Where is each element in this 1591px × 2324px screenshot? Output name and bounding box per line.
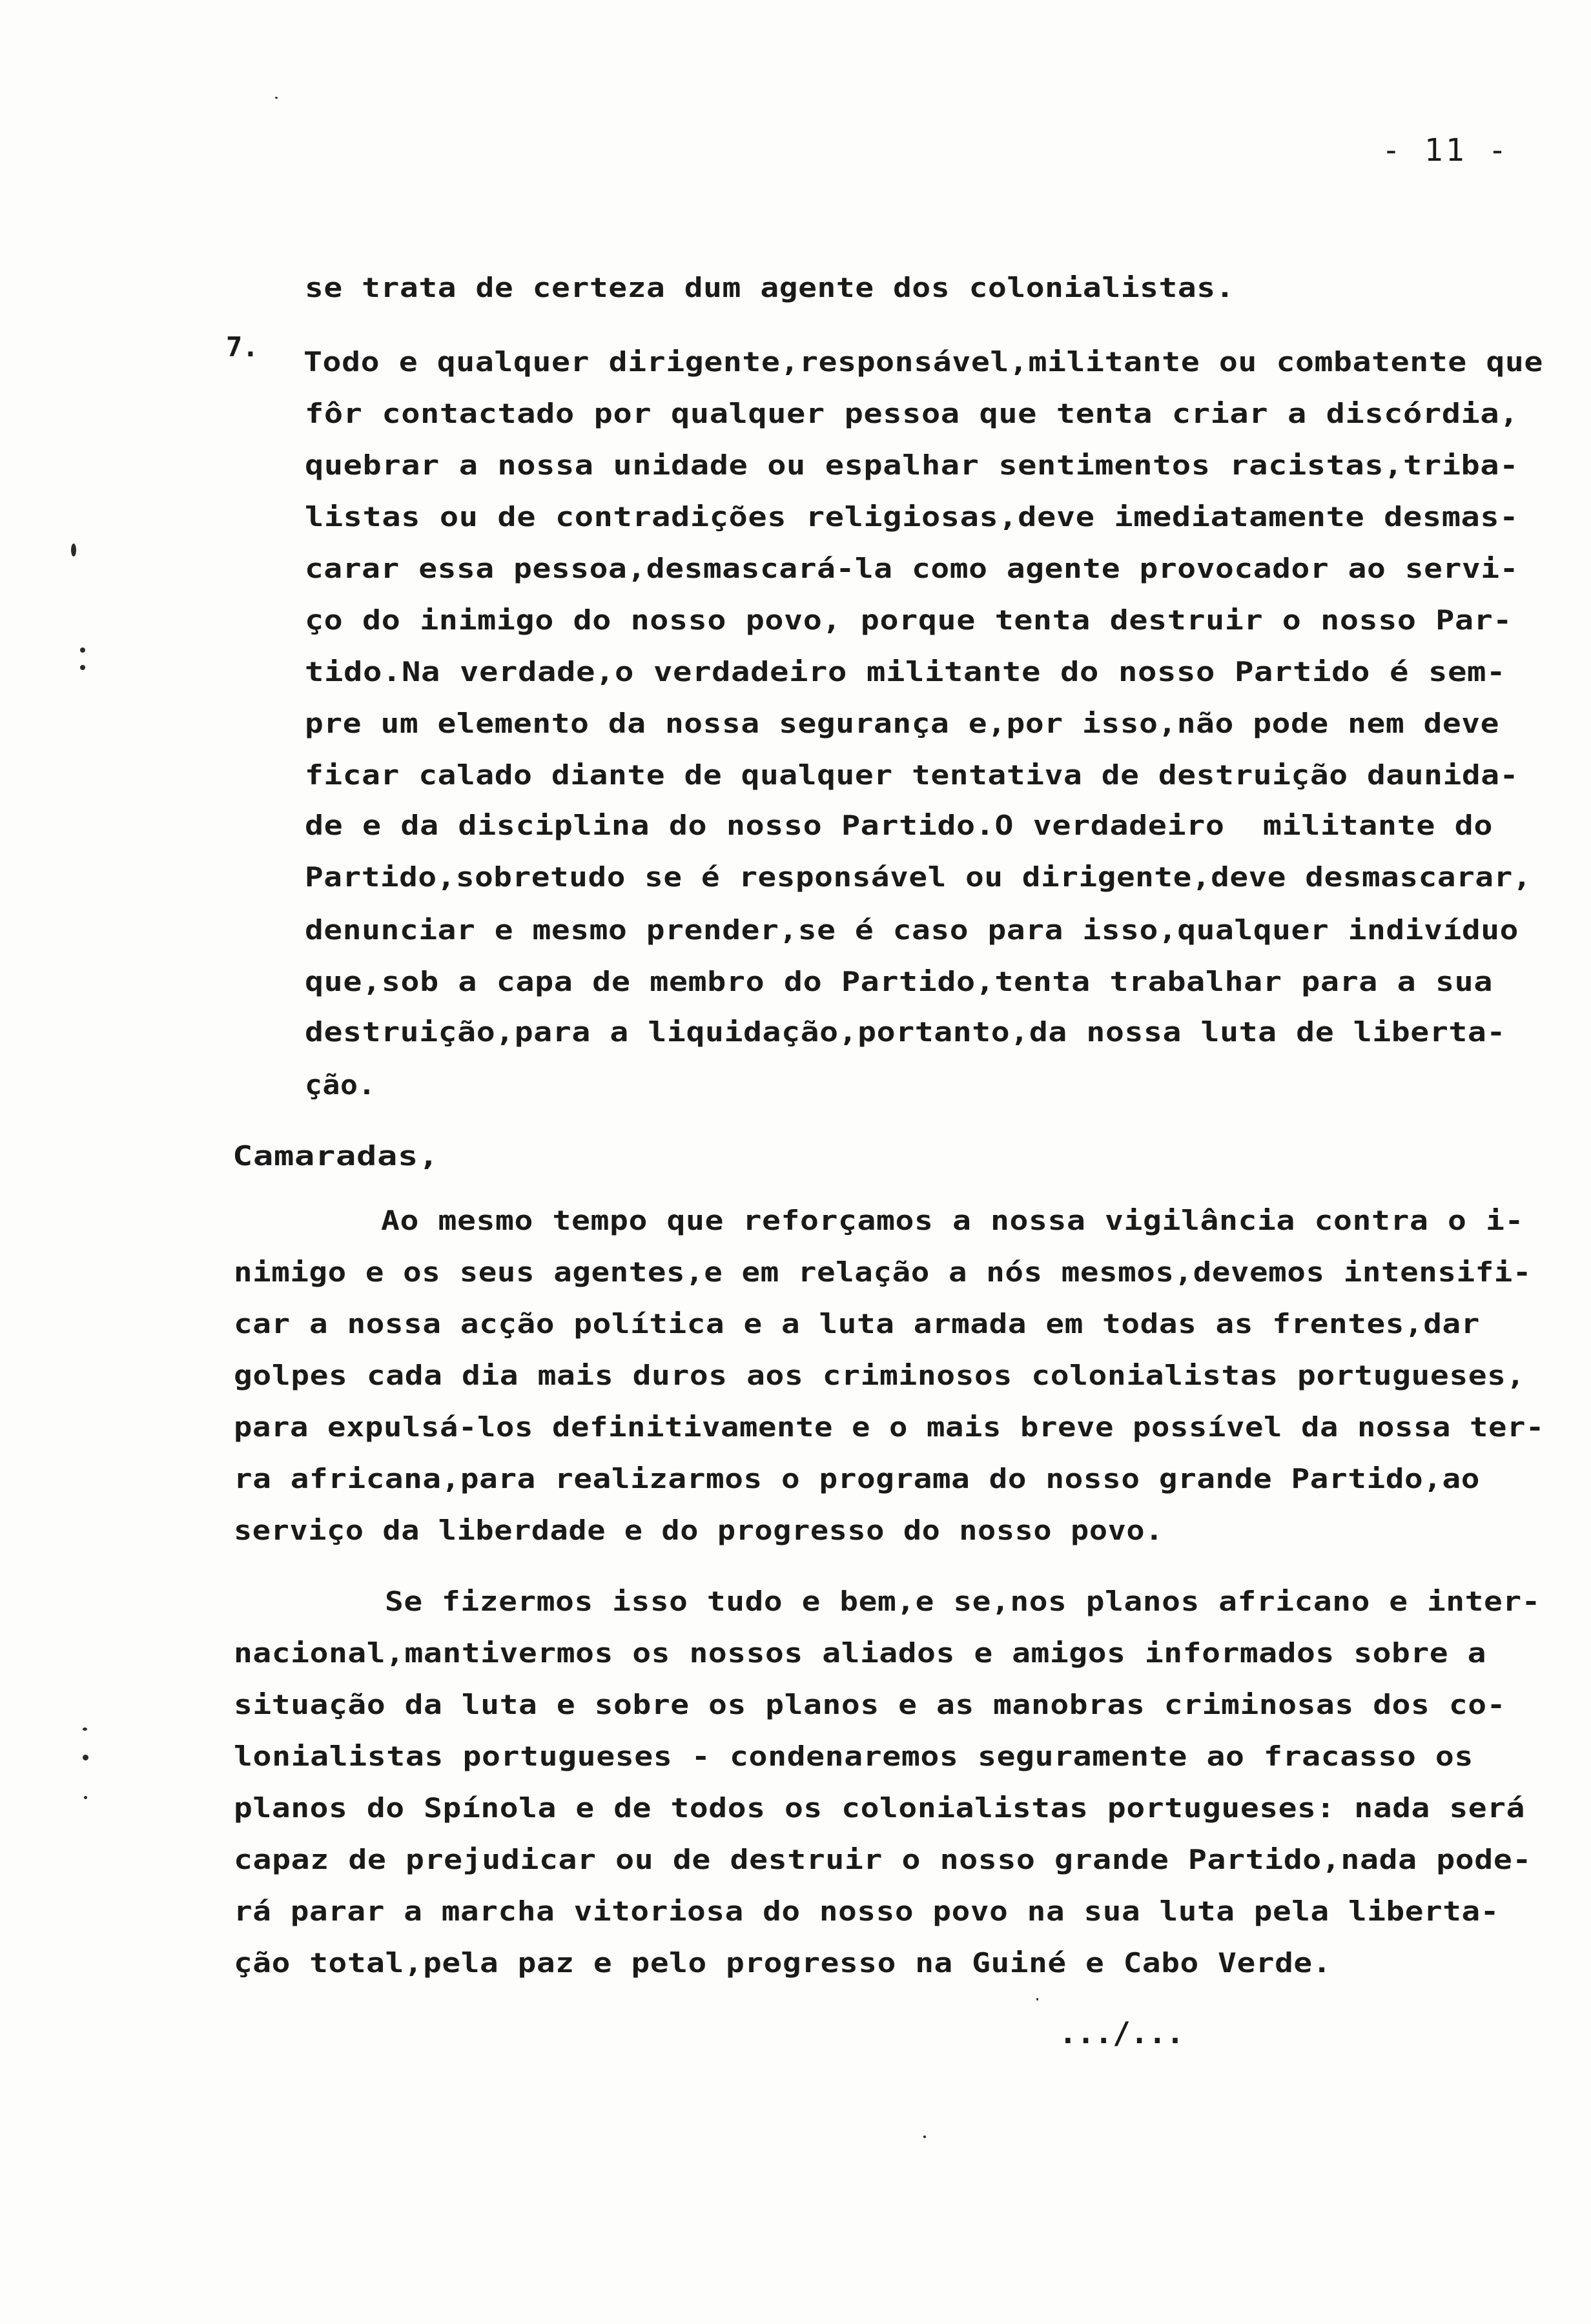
text-line: lonialistas portugueses - condenaremos seguramente ao fracasso os [234, 1740, 1473, 1772]
item-marker: 7. [226, 331, 259, 363]
text-line: para expulsá-los definitivamente e o mais breve possível da nossa ter- [234, 1411, 1545, 1443]
margin-speck [275, 97, 278, 99]
text-line: nimigo e os seus agentes,e em relação a nós mesmos,devemos intensifi- [234, 1256, 1532, 1288]
text-line: que,sob a capa de membro do Partido,tenta trabalhar para a sua [305, 966, 1493, 997]
margin-speck [80, 647, 85, 653]
text-line: Ao mesmo tempo que reforçamos a nossa vigilância contra o i- [381, 1205, 1524, 1236]
text-line: ra africana,para realizarmos o programa do nosso grande Partido,ao [234, 1463, 1480, 1494]
text-line: ção total,pela paz e pelo progresso na Guiné e Cabo Verde. [234, 1947, 1332, 1979]
margin-speck [83, 1755, 88, 1760]
text-line: quebrar a nossa unidade ou espalhar sentimentos racistas,triba- [305, 449, 1519, 481]
text-line: listas ou de contradições religiosas,deve imediatamente desmas- [305, 501, 1519, 533]
text-line: golpes cada dia mais duros aos criminosos colonialistas portugueses, [234, 1360, 1526, 1391]
continuation-mark: .../... [1059, 2015, 1184, 2050]
text-line: situação da luta e sobre os planos e as manobras criminosas dos co- [234, 1689, 1506, 1720]
text-line: tido.Na verdade,o verdadeiro militante do nosso Partido é sem- [305, 656, 1506, 688]
text-line: Todo e qualquer dirigente,responsável,militante ou combatente que [303, 346, 1543, 378]
text-line: pre um elemento da nossa segurança e,por isso,não pode nem deve [305, 708, 1500, 739]
text-line: destruição,para a liquidação,portanto,da nossa luta de liberta- [305, 1016, 1506, 1048]
text-line: ficar calado diante de qualquer tentativa de destruição daunida- [305, 759, 1519, 791]
margin-speck [84, 1796, 87, 1799]
text-line: carar essa pessoa,desmascará-la como agente provocador ao servi- [305, 553, 1519, 584]
page-number: - 11 - [1382, 132, 1510, 168]
text-line: denunciar e mesmo prender,se é caso para isso,qualquer indivíduo [305, 914, 1519, 946]
margin-speck [71, 544, 76, 556]
text-line: fôr contactado por qualquer pessoa que tenta criar a discórdia, [305, 398, 1519, 429]
text-line: se trata de certeza dum agente dos colonialistas. [305, 272, 1235, 303]
text-line: Partido,sobretudo se é responsável ou dirigente,deve desmascarar, [305, 861, 1532, 893]
text-line: car a nossa acção política e a luta armada em todas as frentes,dar [234, 1308, 1480, 1340]
text-line: ço do inimigo do nosso povo, porque tenta destruir o nosso Par- [305, 604, 1512, 636]
text-line: Se fizermos isso tudo e bem,e se,nos planos africano e inter- [385, 1585, 1541, 1617]
text-line: Camaradas, [232, 1140, 439, 1172]
margin-speck [83, 1728, 87, 1731]
text-line: planos do Spínola e de todos os colonialistas portugueses: nada será [234, 1792, 1526, 1824]
text-line: nacional,mantivermos os nossos aliados e amigos informados sobre a [234, 1637, 1486, 1669]
margin-speck [80, 665, 85, 670]
text-line: capaz de prejudicar ou de destruir o nosso grande Partido,nada pode- [234, 1844, 1532, 1875]
text-line: serviço da liberdade e do progresso do nosso povo. [234, 1514, 1164, 1546]
margin-speck [923, 2135, 926, 2138]
text-line: de e da disciplina do nosso Partido.O verdadeiro militante do [305, 810, 1493, 841]
margin-speck [1036, 1998, 1038, 2001]
text-line: ção. [305, 1069, 376, 1101]
text-line: rá parar a marcha vitoriosa do nosso povo na sua luta pela liberta- [234, 1895, 1500, 1927]
